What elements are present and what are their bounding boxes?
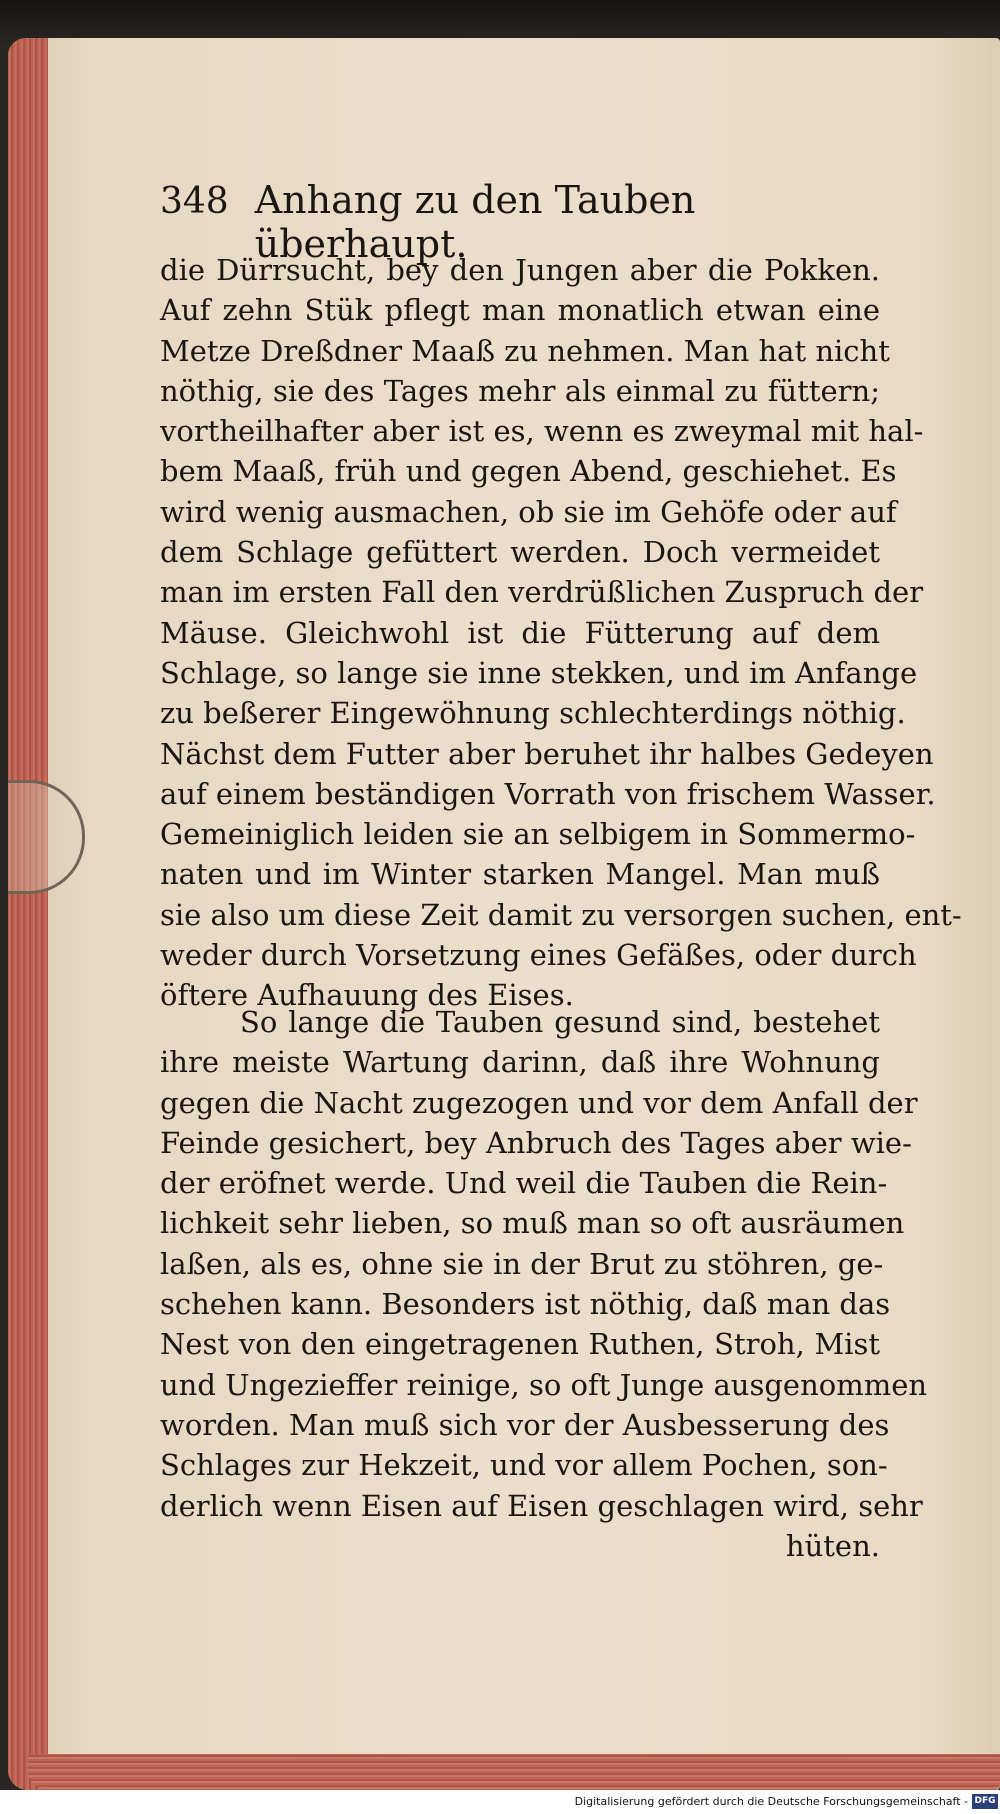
text-line-last: öftere Aufhauung des Eises. (160, 978, 574, 1013)
text-line: laßen, als es, ohne sie in der Brut zu stöhren, ge- (160, 1246, 884, 1281)
paragraph-1 (160, 250, 962, 1016)
text-line: zu beßerer Eingewöhnung schlechterdings nöthig. (160, 696, 906, 731)
running-head: Anhang zu den Tauben überhaupt. (254, 178, 696, 266)
bookmark-clip (8, 780, 85, 894)
text-line: Metze Dreßdner Maaß zu nehmen. Man hat nicht (160, 333, 890, 368)
text-line: Feinde gesichert, bey Anbruch des Tages aber wie- (160, 1125, 912, 1160)
text-line: die Dürrsucht, bey den Jungen aber die Pokken. (160, 253, 880, 287)
text-line: Auf zehn Stük pflegt man monatlich etwan eine (160, 293, 880, 328)
text-line: sie also um diese Zeit damit zu versorgen suchen, ent- (160, 897, 962, 932)
paragraph-2 (160, 1002, 928, 1566)
text-line: wird wenig ausmachen, ob sie im Gehöfe oder auf (160, 494, 897, 529)
text-line: schehen kann. Besonders ist nöthig, daß man das (160, 1287, 891, 1322)
page-number: 348 (160, 181, 229, 222)
text-line: nöthig, sie des Tages mehr als einmal zu füttern; (160, 373, 880, 408)
text-line: ihre meiste Wartung darinn, daß ihre Wohnung (160, 1045, 880, 1080)
text-line: Schlage, so lange sie inne stekken, und im Anfange (160, 655, 918, 690)
page-header (160, 178, 880, 266)
text-line: weder durch Vorsetzung eines Gefäßes, oder durch (160, 938, 917, 973)
text-line: der eröfnet werde. Und weil die Tauben die Rein- (160, 1166, 888, 1201)
text-line: und Ungezieffer reinige, so oft Junge ausgenommen (160, 1367, 928, 1402)
text-line: auf einem beständigen Vorrath von frischem Wasser. (160, 776, 936, 811)
text-line-last: hüten. (785, 1528, 880, 1563)
text-line: naten und im Winter starken Mangel. Man muß (160, 857, 880, 892)
page-edge-left (8, 38, 48, 1790)
text-line-first: So lange die Tauben gesund sind, bestehet (240, 1005, 880, 1039)
text-line: vortheilhafter aber ist es, wenn es zweymal mit hal- (160, 414, 924, 449)
text-line: dem Schlage gefüttert werden. Doch vermeidet (160, 535, 880, 570)
dfg-logo: DFG (972, 1794, 998, 1809)
text-line: Nächst dem Futter aber beruhet ihr halbes Gedeyen (160, 736, 934, 771)
text-line: gegen die Nacht zugezogen und vor dem Anfall der (160, 1085, 918, 1120)
funding-credit: Digitalisierung gefördert durch die Deutsche Forschungsgemeinschaft - (574, 1795, 968, 1808)
text-line: lichkeit sehr lieben, so muß man so oft ausräumen (160, 1206, 905, 1241)
text-line: bem Maaß, früh und gegen Abend, geschiehet. Es (160, 454, 897, 489)
text-line: Schlages zur Hekzeit, und vor allem Pochen, son- (160, 1448, 888, 1483)
text-line: Gemeiniglich leiden sie an selbigem in Sommermo- (160, 817, 916, 852)
text-line: worden. Man muß sich vor der Ausbesserung des (160, 1407, 890, 1442)
text-line: Mäuse. Gleichwohl ist die Fütterung auf dem (160, 615, 880, 650)
digitization-footer (0, 1790, 1000, 1814)
page-edge-bottom (28, 1754, 1000, 1790)
text-line: Nest von den eingetragenen Ruthen, Stroh, Mist (160, 1327, 880, 1362)
text-line: derlich wenn Eisen auf Eisen geschlagen wird, sehr (160, 1488, 923, 1523)
text-line: man im ersten Fall den verdrüßlichen Zuspruch der (160, 575, 924, 610)
